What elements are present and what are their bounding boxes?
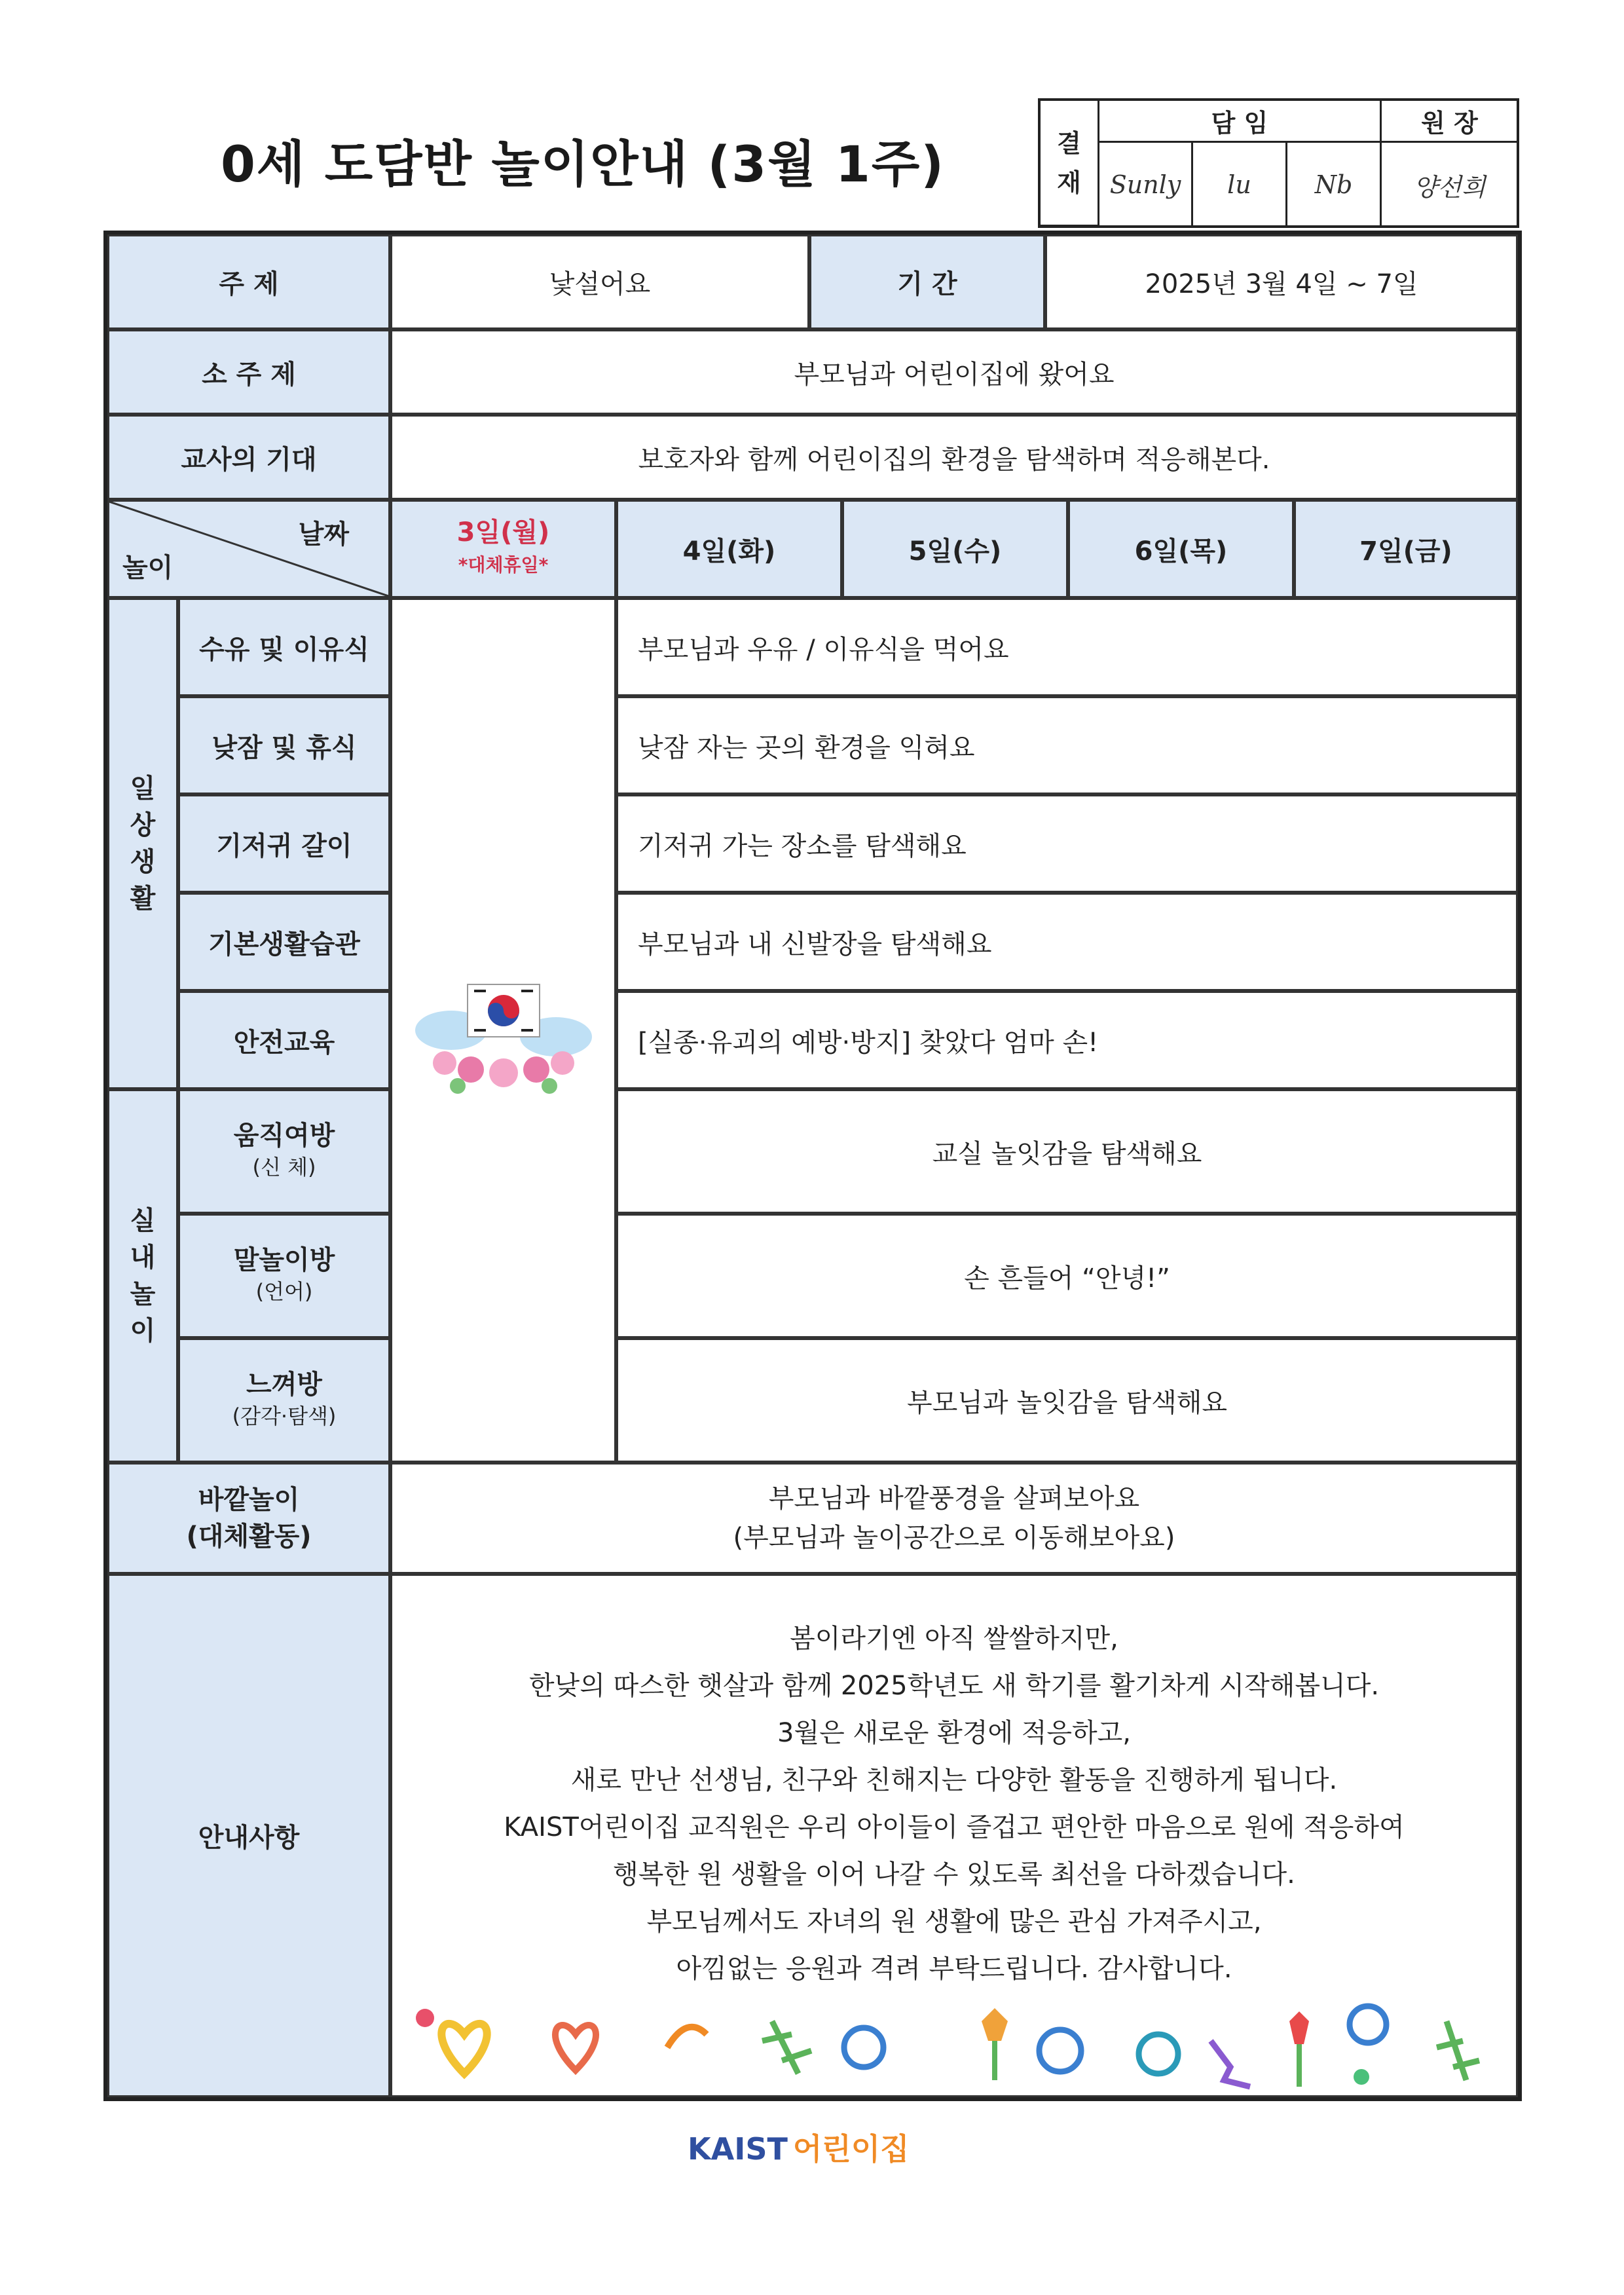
row-value-language: 손 흔들어 “안녕!”: [616, 1214, 1518, 1338]
notice-line: KAIST어린이집 교직원은 우리 아이들이 즐겁고 편안한 마음으로 원에 적응하여: [504, 1812, 1405, 1842]
outdoor-value-2: (부모님과 놀이공간으로 이동해보아요): [733, 1523, 1175, 1553]
approval-label: [1041, 101, 1099, 227]
day-wed: 5일(수): [842, 500, 1068, 598]
homeroom-header: 담 임: [1099, 101, 1382, 143]
row-label-feeding: 수유 및 이유식: [178, 598, 390, 696]
row-value-habits: 부모님과 내 신발장을 탐색해요: [616, 893, 1518, 991]
decorative-doodles: [405, 1995, 1505, 2093]
signature-1: Sunly: [1099, 143, 1193, 227]
signature-director: 양선희: [1413, 172, 1486, 202]
row-value-safety: [실종·유괴의 예방·방지] 찾았다 엄마 손!: [616, 991, 1518, 1089]
period-label: 기 간: [809, 234, 1045, 329]
language-sub: (언어): [255, 1279, 313, 1304]
row-label-movement: [178, 1089, 390, 1214]
expect-label: 교사의 기대: [107, 415, 390, 500]
row-label-diaper: 기저귀 갈이: [178, 794, 390, 893]
row-value-movement: 교실 놀잇감을 탐색해요: [616, 1089, 1518, 1214]
notice-label: 안내사항: [107, 1574, 390, 2097]
notice-text: [392, 1576, 1516, 1992]
approval-label-bottom: 재: [1057, 168, 1081, 197]
approval-label-top: 결: [1057, 128, 1081, 158]
notice-line: 부모님께서도 자녀의 원 생활에 많은 관심 가져주시고,: [646, 1907, 1262, 1937]
kaist-logo: [688, 2125, 910, 2169]
day-mon: [390, 500, 616, 598]
movement-sub: (신 체): [252, 1155, 316, 1180]
notice-line: 봄이라기엔 아직 쌀쌀하지만,: [790, 1624, 1118, 1654]
row-label-language: [178, 1214, 390, 1338]
day-tue: 4일(화): [616, 500, 842, 598]
logo-daycare: 어린이집: [792, 2131, 910, 2167]
row-label-habits: 기본생활습관: [178, 893, 390, 991]
outdoor-value: [390, 1463, 1518, 1574]
row-value-feeding: 부모님과 우유 / 이유식을 먹어요: [616, 598, 1518, 696]
theme-value: 낯설어요: [390, 234, 809, 329]
daily-life-group: 일 상 생 활: [107, 598, 178, 1089]
outdoor-label: [107, 1463, 390, 1574]
page-title: 0세 도담반 놀이안내 (3월 1주): [220, 135, 946, 193]
expect-value: 보호자와 함께 어린이집의 환경을 탐색하며 적응해본다.: [390, 415, 1518, 500]
signature-2: lu: [1193, 143, 1287, 227]
day-mon-holiday: *대체휴일*: [458, 554, 549, 576]
row-value-nap: 낮잠 자는 곳의 환경을 익혀요: [616, 696, 1518, 794]
outdoor-value-1: 부모님과 바깥풍경을 살펴보아요: [768, 1483, 1140, 1514]
indoor-play-group: 실 내 놀 이: [107, 1089, 178, 1463]
corner-date: 날짜: [298, 519, 349, 550]
theme-label: 주 제: [107, 234, 390, 329]
sensory-sub: (감각·탐색): [232, 1404, 337, 1428]
notice-line: 아낌없는 응원과 격려 부탁드립니다. 감사합니다.: [676, 1954, 1232, 1984]
notice-value: [390, 1574, 1518, 2097]
subtheme-value: 부모님과 어린이집에 왔어요: [390, 329, 1518, 415]
movement-label: 움직여방: [233, 1121, 335, 1151]
logo-kaist: KAIST: [688, 2131, 788, 2167]
notice-line: 행복한 원 생활을 이어 나갈 수 있도록 최선을 다하겠습니다.: [613, 1859, 1295, 1890]
sensory-label: 느껴방: [246, 1370, 322, 1400]
notice-line: 3월은 새로운 환경에 적응하고,: [777, 1718, 1131, 1748]
outdoor-label-1: 바깥놀이: [198, 1485, 300, 1515]
row-label-nap: 낮잠 및 휴식: [178, 696, 390, 794]
subtheme-label: 소 주 제: [107, 329, 390, 415]
holiday-column: [390, 598, 616, 1463]
row-value-diaper: 기저귀 가는 장소를 탐색해요: [616, 794, 1518, 893]
director-header: 원 장: [1382, 101, 1517, 143]
row-value-sensory: 부모님과 놀잇감을 탐색해요: [616, 1338, 1518, 1463]
row-label-sensory: [178, 1338, 390, 1463]
notice-line: 한낮의 따스한 햇살과 함께 2025학년도 새 학기를 활기차게 시작해봅니다.: [528, 1671, 1380, 1701]
outdoor-label-2: (대체활동): [186, 1521, 312, 1552]
period-value: 2025년 3월 4일 ~ 7일: [1045, 234, 1518, 329]
language-label: 말놀이방: [233, 1245, 335, 1275]
corner-play: 놀이: [122, 553, 174, 583]
row-label-safety: 안전교육: [178, 991, 390, 1089]
plan-table: [103, 231, 1522, 2101]
corner-cell: [107, 500, 390, 598]
signature-3: Nb: [1287, 143, 1382, 227]
day-mon-label: 3일(월): [456, 517, 550, 548]
korean-flag-flower-image: [405, 958, 602, 1102]
notice-line: 새로 만난 선생님, 친구와 친해지는 다양한 활동을 진행하게 됩니다.: [570, 1765, 1338, 1795]
approval-box: [1038, 98, 1519, 228]
day-thu: 6일(목): [1068, 500, 1294, 598]
day-fri: 7일(금): [1294, 500, 1518, 598]
